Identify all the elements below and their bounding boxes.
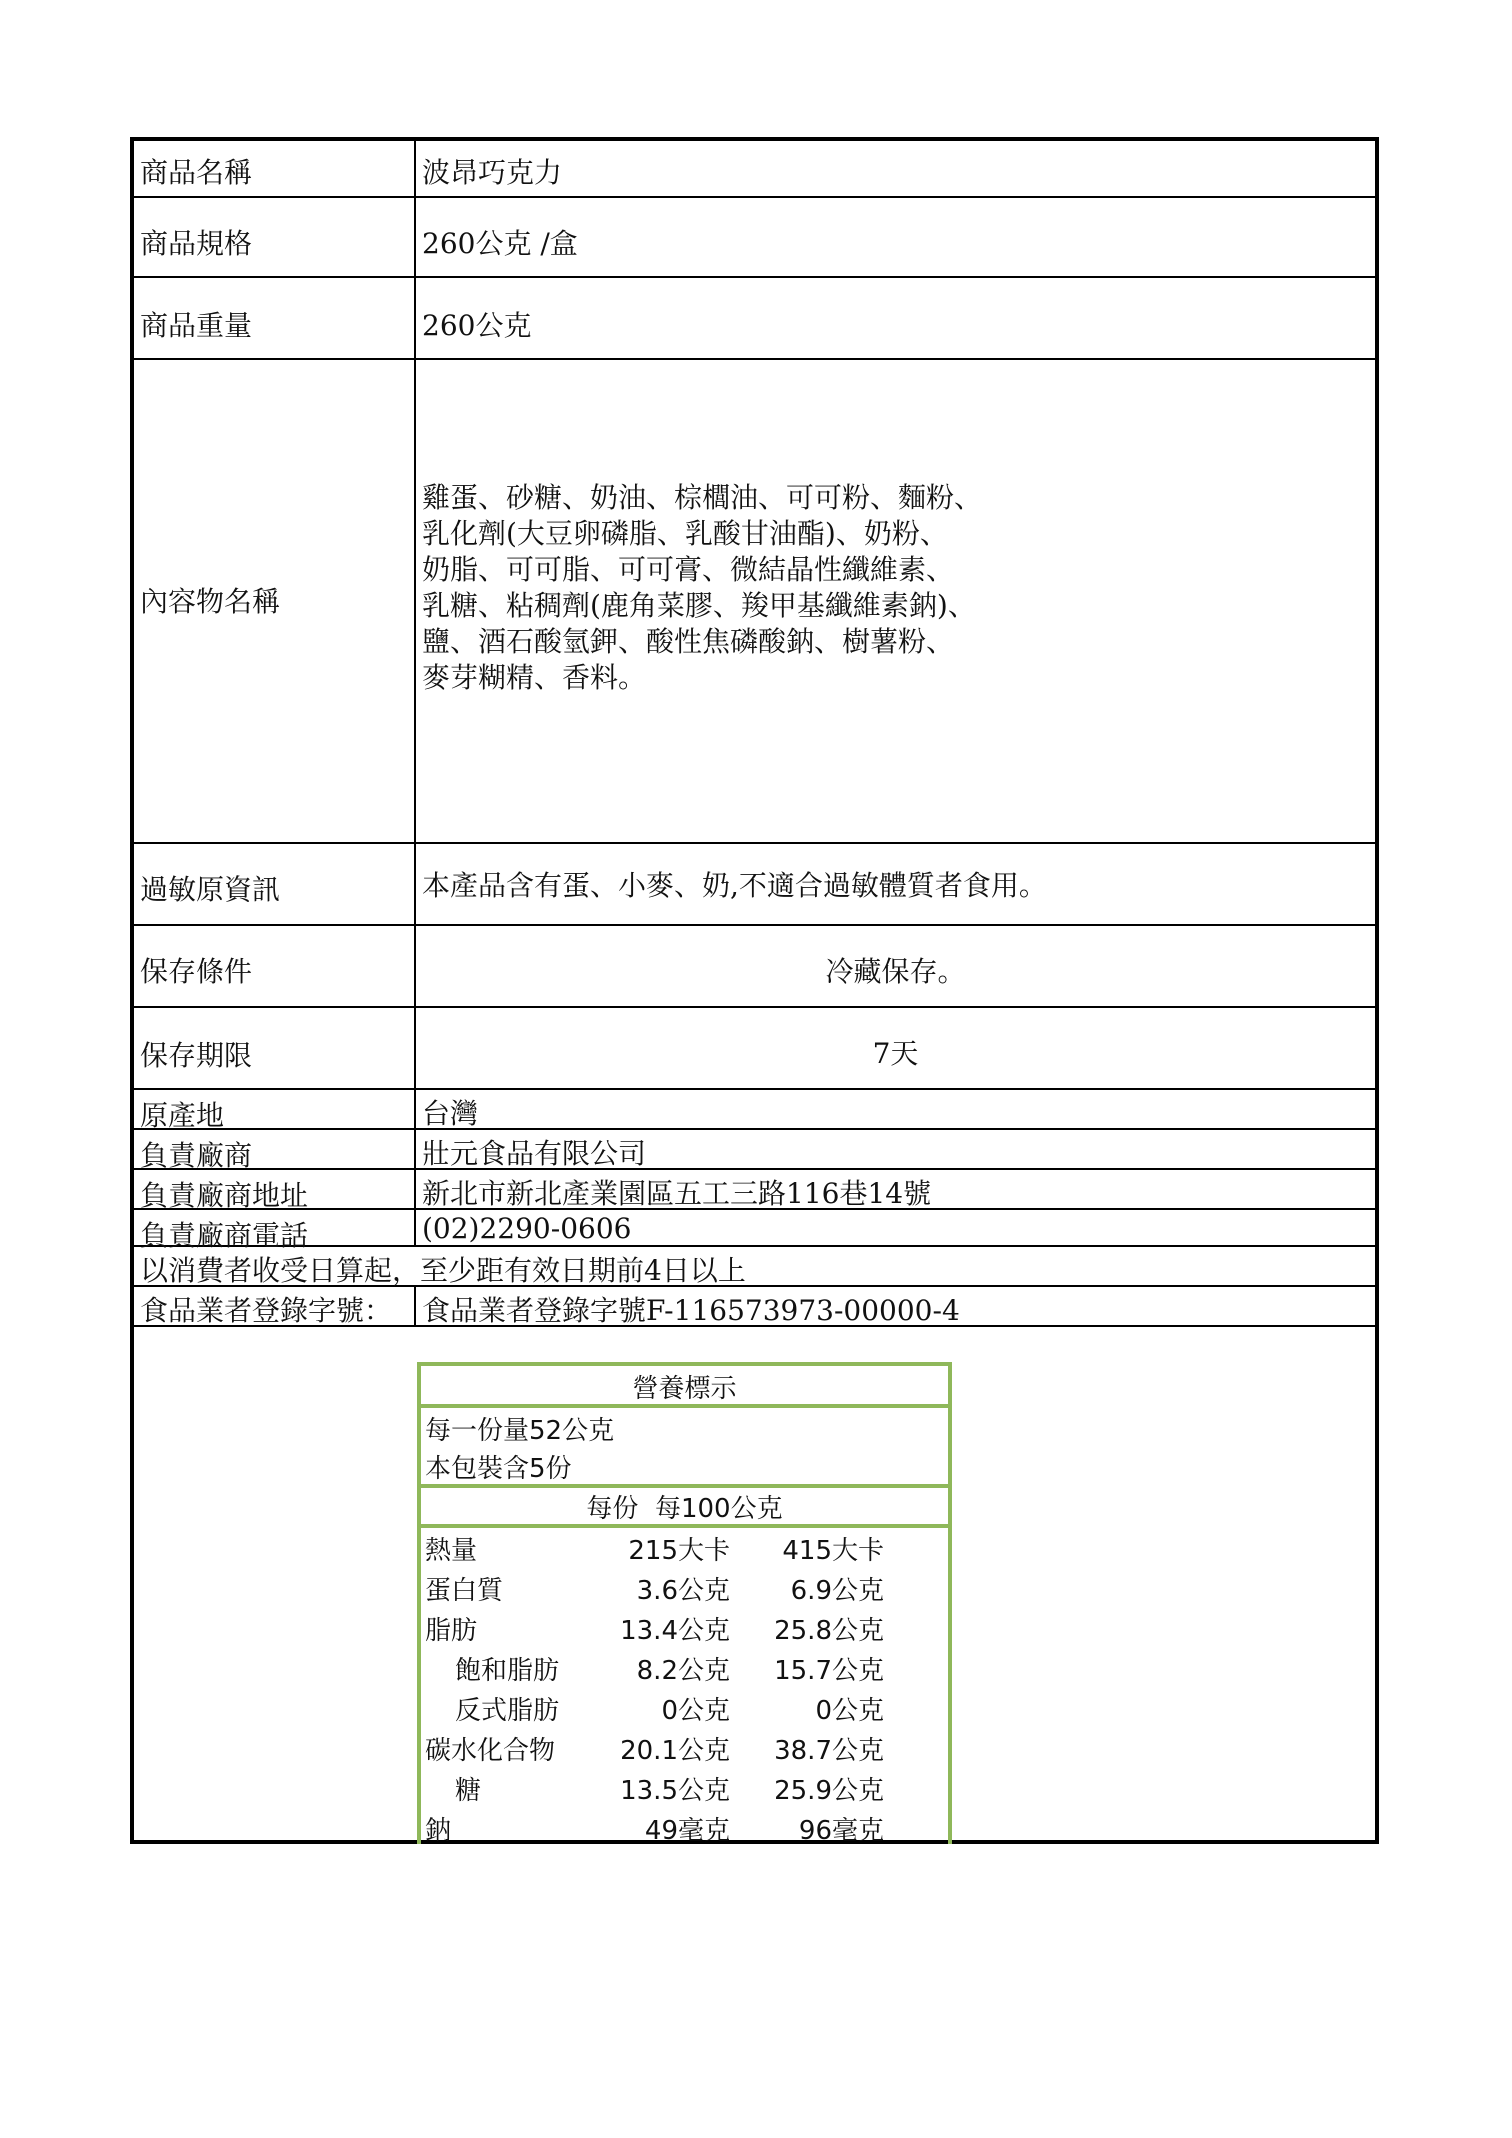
nutrient-name: 脂肪 xyxy=(425,1616,478,1646)
row-registration xyxy=(134,1287,1375,1327)
nutrient-name: 碳水化合物 xyxy=(425,1736,556,1766)
nutrition-row xyxy=(425,1690,948,1730)
nutrient-name: 糖 xyxy=(455,1776,482,1806)
value-storage: 冷藏保存。 xyxy=(825,955,966,988)
per-100g-value: 15.7公克 xyxy=(774,1656,884,1686)
per-100g-value: 0公克 xyxy=(815,1696,884,1726)
row-name xyxy=(134,141,1375,198)
label-maker: 負責廠商 xyxy=(140,1139,253,1172)
label-origin: 原產地 xyxy=(140,1099,225,1132)
expiry-note: 以消費者收受日算起，至少距有效日期前4日以上 xyxy=(140,1254,746,1287)
row-address xyxy=(134,1170,1375,1210)
nutrition-divider xyxy=(421,1404,948,1408)
ingredients-line: 奶脂、可可脂、可可膏、微結晶性纖維素、 xyxy=(422,553,955,586)
nutrition-title: 營養標示 xyxy=(632,1374,737,1404)
row-expiry-note xyxy=(134,1247,1375,1287)
row-maker xyxy=(134,1130,1375,1170)
row-storage xyxy=(134,926,1375,1008)
ingredients-line: 麥芽糊精、香料。 xyxy=(422,661,647,694)
row-allergen xyxy=(134,844,1375,926)
per-100g-value: 6.9公克 xyxy=(790,1576,884,1606)
servings-per-package: 本包裝含5份 xyxy=(425,1454,572,1484)
per-100g-value: 25.9公克 xyxy=(774,1776,884,1806)
value-registration: 食品業者登錄字號F-116573973-00000-4 xyxy=(422,1294,960,1327)
value-phone: (02)2290-0606 xyxy=(422,1212,632,1245)
per-100g-value: 96毫克 xyxy=(798,1816,884,1846)
label-ingredients: 內容物名稱 xyxy=(140,585,281,618)
nutrient-name: 鈉 xyxy=(425,1816,452,1846)
ingredients-list xyxy=(422,480,982,696)
per-serving-value: 13.5公克 xyxy=(620,1776,730,1806)
value-origin: 台灣 xyxy=(422,1097,479,1130)
ingredients-line: 乳糖、粘稠劑(鹿角菜膠、羧甲基纖維素鈉)、 xyxy=(422,589,976,622)
per-serving-value: 0公克 xyxy=(661,1696,730,1726)
nutrition-row xyxy=(425,1810,948,1850)
value-allergen: 本產品含有蛋、小麥、奶,不適合過敏體質者食用。 xyxy=(422,869,1047,902)
nutrition-row xyxy=(425,1610,948,1650)
per-100g-value: 38.7公克 xyxy=(774,1736,884,1766)
serving-size: 每一份量52公克 xyxy=(425,1416,615,1446)
nutrition-row xyxy=(425,1730,948,1770)
row-origin xyxy=(134,1090,1375,1130)
nutrient-name: 蛋白質 xyxy=(425,1576,504,1606)
nutrition-divider xyxy=(421,1524,948,1528)
nutrition-row xyxy=(425,1570,948,1610)
per-serving-value: 49毫克 xyxy=(644,1816,730,1846)
value-name: 波昂巧克力 xyxy=(422,156,563,189)
value-spec: 260公克 /盒 xyxy=(422,227,578,260)
per-serving-value: 13.4公克 xyxy=(620,1616,730,1646)
label-storage: 保存條件 xyxy=(140,955,253,988)
label-phone: 負責廠商電話 xyxy=(140,1219,309,1252)
label-address: 負責廠商地址 xyxy=(140,1179,309,1212)
ingredients-line: 鹽、酒石酸氫鉀、酸性焦磷酸鈉、樹薯粉、 xyxy=(422,625,955,658)
ingredients-line: 雞蛋、砂糖、奶油、棕櫚油、可可粉、麵粉、 xyxy=(422,481,983,514)
nutrition-row xyxy=(425,1530,948,1570)
nutrition-row xyxy=(425,1650,948,1690)
nutrient-name: 反式脂肪 xyxy=(455,1696,560,1726)
ingredients-line: 乳化劑(大豆卵磷脂、乳酸甘油酯)、奶粉、 xyxy=(422,517,948,550)
value-address: 新北市新北產業園區五工三路116巷14號 xyxy=(422,1177,932,1210)
label-weight: 商品重量 xyxy=(140,309,253,342)
per-100g-value: 25.8公克 xyxy=(774,1616,884,1646)
nutrient-name: 熱量 xyxy=(425,1536,478,1566)
label-name: 商品名稱 xyxy=(140,156,253,189)
label-registration: 食品業者登錄字號： xyxy=(140,1294,393,1327)
row-ingredients xyxy=(134,360,1375,844)
per-100g-value: 415大卡 xyxy=(782,1536,884,1566)
value-maker: 壯元食品有限公司 xyxy=(422,1137,647,1170)
per-serving-value: 20.1公克 xyxy=(620,1736,730,1766)
nutrient-name: 飽和脂肪 xyxy=(455,1656,560,1686)
row-phone xyxy=(134,1210,1375,1252)
nutrition-facts-panel xyxy=(417,1362,952,1844)
label-allergen: 過敏原資訊 xyxy=(140,873,281,906)
row-spec xyxy=(134,198,1375,278)
per-serving-value: 8.2公克 xyxy=(636,1656,730,1686)
nutrition-row xyxy=(425,1770,948,1810)
nutrition-column-header: 每份 每100公克 xyxy=(586,1494,783,1524)
value-shelf-life: 7天 xyxy=(872,1037,919,1070)
label-shelf-life: 保存期限 xyxy=(140,1039,253,1072)
per-serving-value: 3.6公克 xyxy=(636,1576,730,1606)
label-spec: 商品規格 xyxy=(140,227,253,260)
row-shelf-life xyxy=(134,1008,1375,1090)
per-serving-value: 215大卡 xyxy=(628,1536,730,1566)
value-weight: 260公克 xyxy=(422,309,532,342)
row-weight xyxy=(134,278,1375,360)
